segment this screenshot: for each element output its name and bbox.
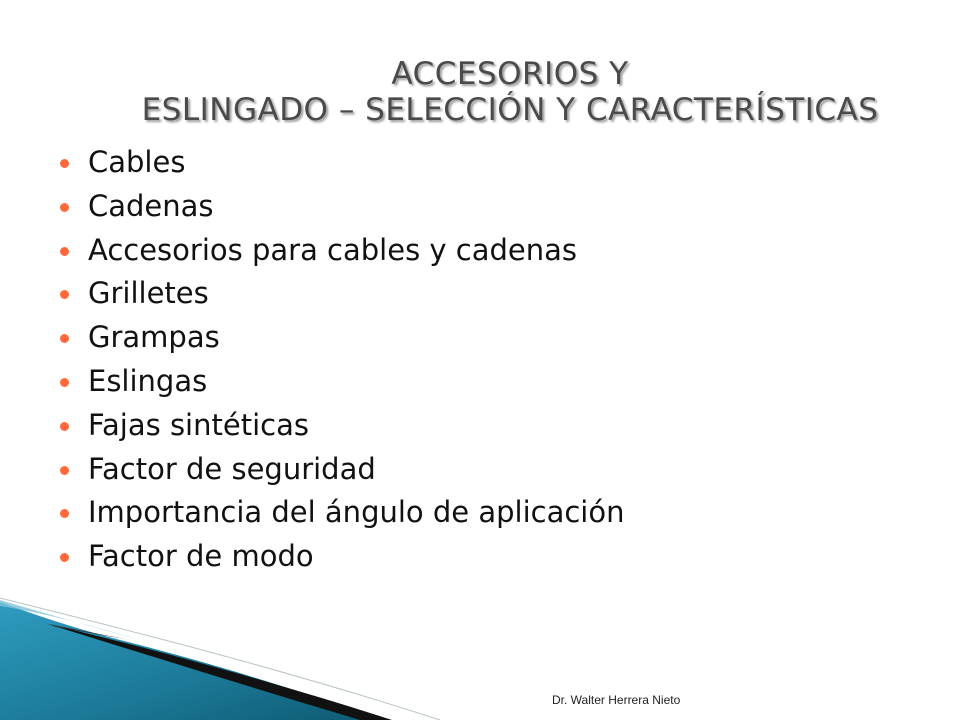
bullet-text: Grilletes	[88, 276, 209, 311]
bullet-text: Grampas	[88, 320, 220, 355]
footer-author: Dr. Walter Herrera Nieto	[552, 693, 681, 707]
title-line-1: ACCESORIOS Y	[391, 56, 629, 92]
bullet-text: Factor de modo	[88, 539, 314, 574]
bullet-text: Importancia del ángulo de aplicación	[88, 495, 625, 530]
bullet-text: Fajas sintéticas	[88, 407, 309, 442]
bullet-text: Cables	[88, 145, 186, 179]
title-line-2: ESLINGADO – SELECCIÓN Y CARACTERÍSTICAS	[141, 92, 879, 128]
bullet-text: Eslingas	[88, 363, 208, 398]
bullet-text: Cadenas	[88, 188, 214, 223]
bullet-text: Accesorios para cables y cadenas	[88, 232, 578, 267]
bullet-text: Factor de seguridad	[88, 451, 376, 486]
